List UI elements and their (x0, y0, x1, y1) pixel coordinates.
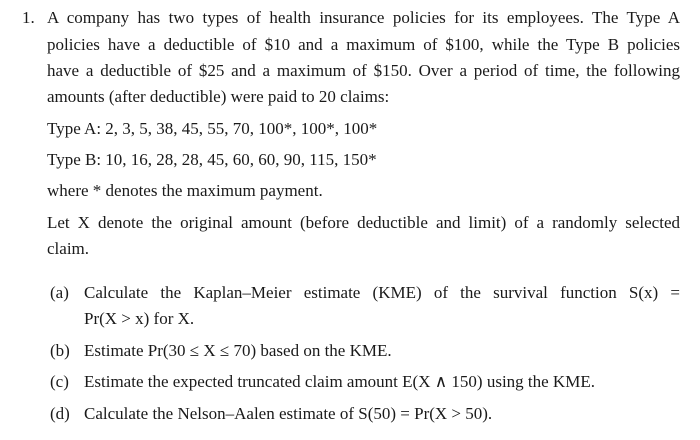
intro-line: policies have a deductible of $10 and a maximum of $100, while the Type B policies (47, 35, 680, 54)
intro-line: A company has two types of health insurance policies for its employees. The Type A (47, 8, 680, 27)
type-a-data: Type A: 2, 3, 5, 38, 45, 55, 70, 100*, 100*, 100* (47, 119, 378, 138)
definition-line: claim. (47, 239, 90, 258)
part-d-text: Calculate the Nelson–Aalen estimate of S(50) = Pr(X > 50). (84, 404, 493, 423)
part-a-label: (a) (50, 283, 69, 302)
intro-line: have a deductible of $25 and a maximum of $150. Over a period of time, the following (47, 61, 680, 80)
part-a-text: Pr(X > x) for X. (84, 309, 195, 328)
part-a-text: Calculate the Kaplan–Meier estimate (KME) of the survival function S(x) = (84, 283, 680, 302)
part-b-label: (b) (50, 341, 70, 360)
part-c-label: (c) (50, 372, 69, 391)
type-b-data: Type B: 10, 16, 28, 28, 45, 60, 60, 90, 115, 150* (47, 150, 377, 169)
problem-number: 1. (22, 8, 35, 27)
intro-line: amounts (after deductible) were paid to 20 claims: (47, 87, 390, 106)
part-c-text: Estimate the expected truncated claim amount E(X ∧ 150) using the KME. (84, 372, 595, 391)
part-d-label: (d) (50, 404, 70, 423)
part-b-text: Estimate Pr(30 ≤ X ≤ 70) based on the KME. (84, 341, 392, 360)
definition-line: Let X denote the original amount (before deductible and limit) of a randomly selected (47, 213, 680, 232)
note: where * denotes the maximum payment. (47, 181, 323, 200)
